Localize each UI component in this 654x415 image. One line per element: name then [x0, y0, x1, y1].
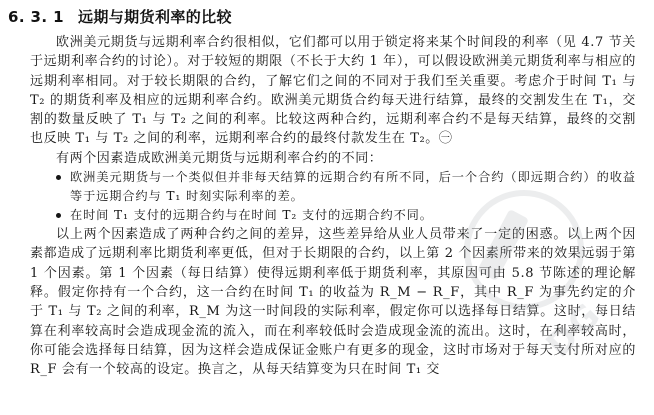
paragraph-factors-lead: 有两个因素造成欧洲美元期货与远期利率合约的不同： — [56, 150, 383, 166]
paragraph-intro: 欧洲美元期货与远期利率合约很相似，它们都可以用于锁定将来某个时间段的利率（见 4.7 节关于远期利率合约的讨论）。对于较短的期限（不长于大约 1 年），可以假设欧洲美元期货利率与相应的远期利率相同。对于较长期限的合约，了解它们之间的不同对于我们至关重要。考虑介于时间 T₁ 与 T₂ 的期货利率及相应的远期利率合约。欧洲美元期货合约每天进行结算，最终的交割发生在 T₁，交割的数量反映了 T₁ 与 T₂ 之间的利率。比较这两种合约，远期利率合约不是每天结算，最终的交割也反映 T₁ 与 T₂ 之间的利率，远期利率合约的最终付款发生在 T₂。㊀ — [30, 35, 636, 147]
section-heading — [8, 6, 636, 27]
section-number: 6. 3. 1 — [8, 8, 64, 26]
list-item-daily-settlement: 欧洲美元期货与一个类似但并非每天结算的远期合约有所不同，后一个合约（即远期合约）的收益等于远期合约与 T₁ 时刻实际利率的差。 — [56, 168, 636, 206]
factor-list — [30, 168, 636, 225]
watermark-letters: DG — [538, 294, 610, 366]
paragraph-explanation: 以上两个因素造成了两种合约之间的差异，这些差异给从业人员带来了一定的困惑。以上两个因素都造成了远期利率比期货利率更低，但对于长期限的合约，以上第 2 个因素所带来的效果远弱于第 1 个因素。第 1 个因素（每日结算）使得远期利率低于期货利率，其原因可由 5.8 节陈述的理论解释。假定你持有一个合约，这一合约在时间 T₁ 的收益为 R_M − R_F，其中 R_F 为事先约定的介于 T₁ 与 T₂ 之间的利率，R_M 为这一时间段的实际利率，假定你可以选择每日结算。这时，每日结算在利率较高时会造成现金流的流入，而在利率较低时会造成现金流的流出。这时，在利率较高时，你可能会选择每日结算，因为这样会造成保证金账户有更多的现金，这时市场对于每天支付所对应的 R_F 会有一个较高的设定。换言之，从每天结算变为只在时间 T₁ 交 — [30, 227, 636, 378]
section-title: 远期与期货利率的比较 — [77, 8, 232, 26]
list-item-payment-timing: 在时间 T₁ 支付的远期合约与在时间 T₂ 支付的远期合约不同。 — [56, 206, 636, 225]
